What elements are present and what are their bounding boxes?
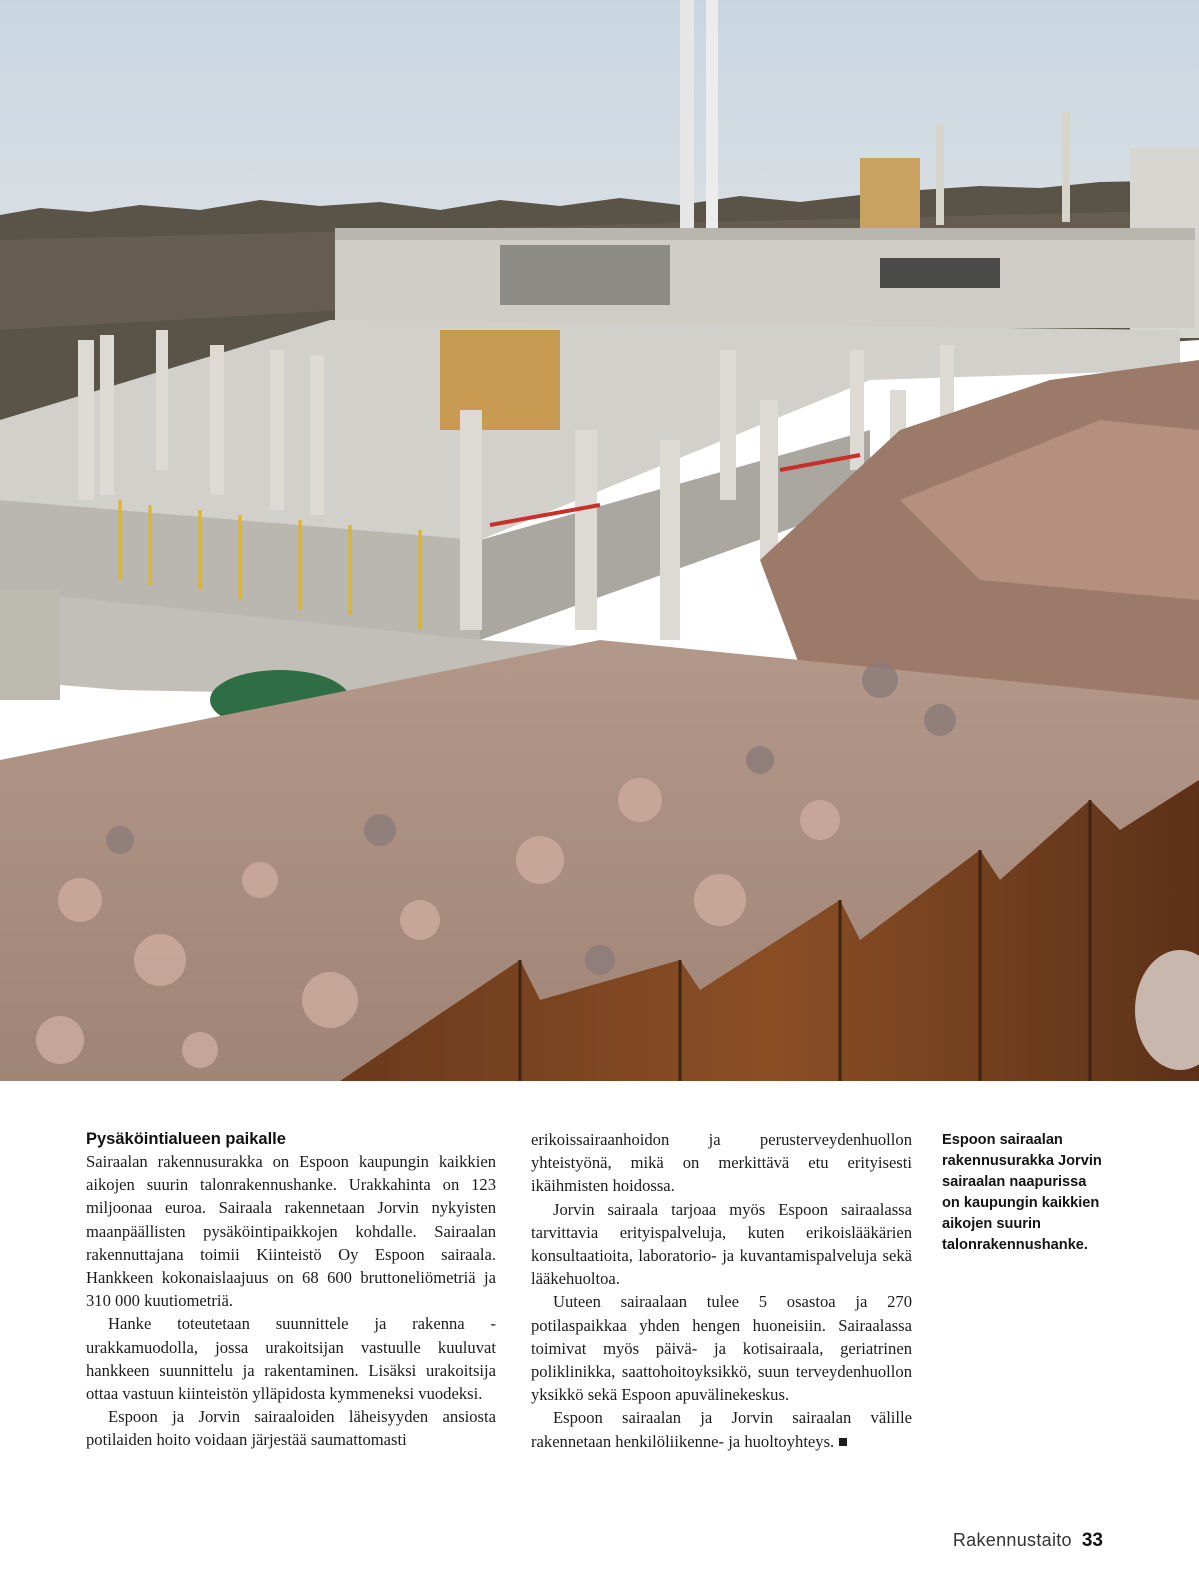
publication-name: Rakennustaito <box>952 1530 1072 1550</box>
paragraph-final <box>531 1406 912 1452</box>
paragraph: erikoissairaanhoidon ja perusterveydenhuollon yhteistyönä, mikä on merkittävä etu erityisesti ikäihmisten hoidossa. <box>531 1130 912 1196</box>
paragraph: Espoon ja Jorvin sairaaloiden läheisyyden ansiosta potilaiden hoito voidaan järjestää saumattomasti <box>86 1407 496 1450</box>
article-column-2 <box>531 1128 912 1453</box>
paragraph-text: Espoon sairaalan ja Jorvin sairaalan välille rakennetaan henkilöliikenne- ja huoltoyhteys. <box>531 1408 912 1451</box>
article-column-1 <box>86 1128 496 1452</box>
end-mark-icon <box>839 1438 847 1446</box>
paragraph: Hanke toteutetaan suunnittele ja rakenna -urakkamuodolla, jossa urakoitsijan vastuulle kuuluvat hankkeen suunnittelu ja rakentaminen. Lisäksi urakoitsija ottaa vastuun kiinteistön ylläpidosta kymmeneksi vuodeksi. <box>86 1314 496 1404</box>
paragraph: Jorvin sairaala tarjoaa myös Espoon sairaalassa tarvittavia erityispalveluja, kuten erikoislääkärien konsultaatioita, laboratorio- ja kuvantamispalveluja sekä lääkehuoltoa. <box>531 1199 912 1289</box>
page-footer <box>953 1530 1103 1552</box>
paragraph: Uuteen sairaalaan tulee 5 osastoa ja 270 potilaspaikkaa yhden hengen huoneisiin. Sairaalassa toimivat myös päivä- ja kotisairaala, geriatrinen poliklinikka, saattohoitoyksikkö, suun terveydenhuollon yksikkö sekä Espoon apuvälinekeskus. <box>531 1292 912 1405</box>
paragraph: Sairaalan rakennusurakka on Espoon kaupungin kaikkien aikojen suurin talonrakennushanke. Urakkahinta on 123 miljoonaa euroa. Sairaala rakennetaan Jorvin nykyisten maanpäällisten pysäköintipaikkojen kohdalle. Sairaalan rakennuttajana toimii Kiinteistö Oy Espoon sairaala. Hankkeen kokonaislaajuus on 68 600 bruttoneliömetriä ja 310 000 kuutiometriä. <box>86 1152 496 1311</box>
page-number: 33 <box>1081 1530 1103 1551</box>
section-heading: Pysäköintialueen paikalle <box>86 1130 286 1148</box>
photo-caption: Espoon sairaalan rakennusurakka Jorvin sairaalan naapurissa on kaupungin kaikkien aikojen suurin talonrakennushanke. <box>942 1132 1102 1253</box>
